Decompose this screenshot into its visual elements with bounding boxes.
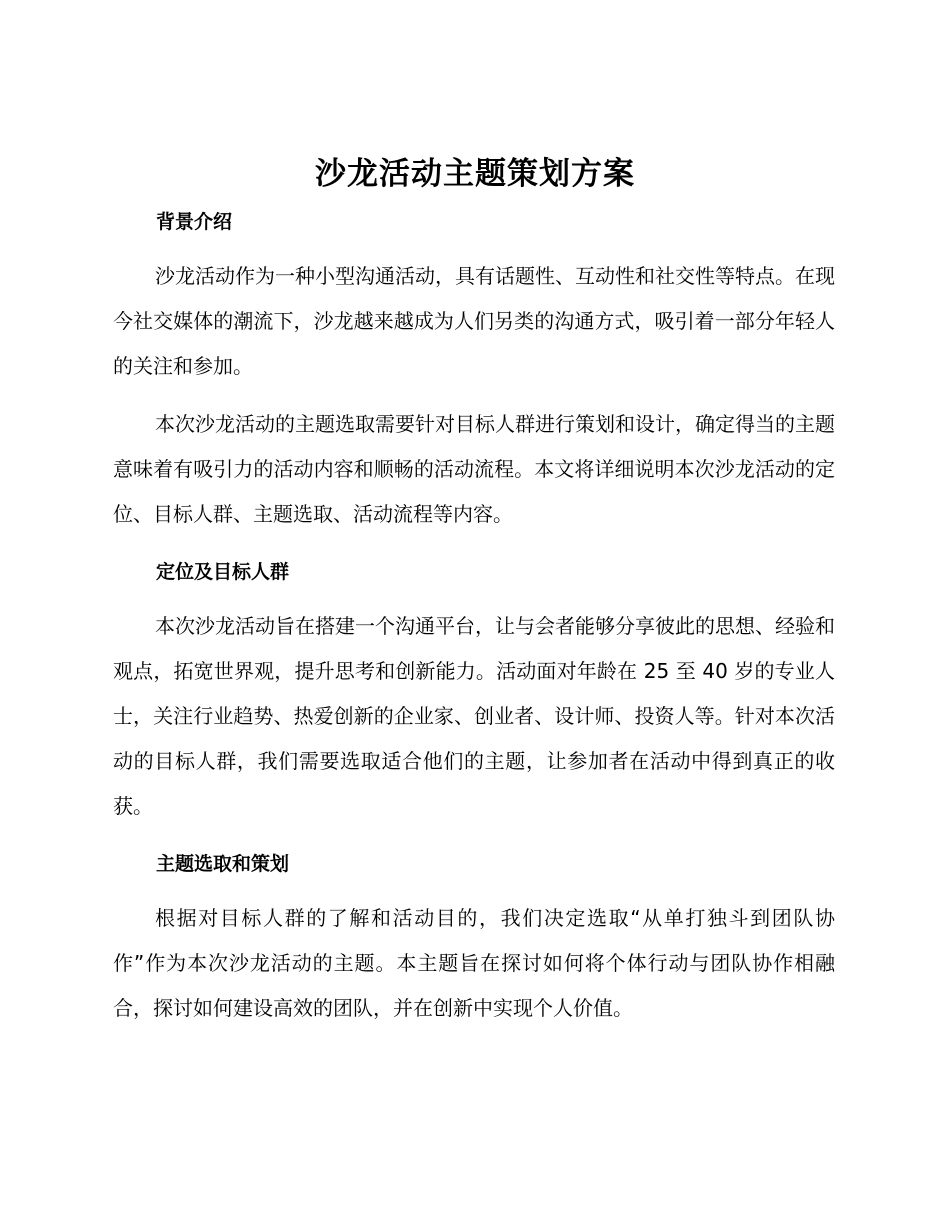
section-heading-background: 背景介绍: [156, 211, 233, 233]
paragraph: 根据对目标人群的了解和活动目的，我们决定选取“从单打独斗到团队协作”作为本次沙龙活动的主题。本主题旨在探讨如何将个体行动与团队协作相融合，探讨如何建设高效的团队，并在创新中实现个人价值。: [113, 906, 835, 1020]
section-heading-theme: 主题选取和策划: [156, 853, 290, 875]
document-body: [113, 200, 835, 1044]
paragraph: 本次沙龙活动的主题选取需要针对目标人群进行策划和设计，确定得当的主题意味着有吸引力的活动内容和顺畅的活动流程。本文将详细说明本次沙龙活动的定位、目标人群、主题选取、活动流程等内容。: [113, 412, 835, 526]
document-title: 沙龙活动主题策划方案: [315, 156, 635, 192]
paragraph: 本次沙龙活动旨在搭建一个沟通平台，让与会者能够分享彼此的思想、经验和观点，拓宽世界观，提升思考和创新能力。活动面对年龄在 25 至 40 岁的专业人士，关注行业趋势、热爱创新的企业家、创业者、设计师、投资人等。针对本次活动的目标人群，我们需要选取适合他们的主题，让参加者在活动中得到真正的收获。: [113, 614, 835, 818]
paragraph: 沙龙活动作为一种小型沟通活动，具有话题性、互动性和社交性等特点。在现今社交媒体的潮流下，沙龙越来越成为人们另类的沟通方式，吸引着一部分年轻人的关注和参加。: [113, 264, 835, 378]
section-heading-positioning: 定位及目标人群: [156, 561, 290, 583]
